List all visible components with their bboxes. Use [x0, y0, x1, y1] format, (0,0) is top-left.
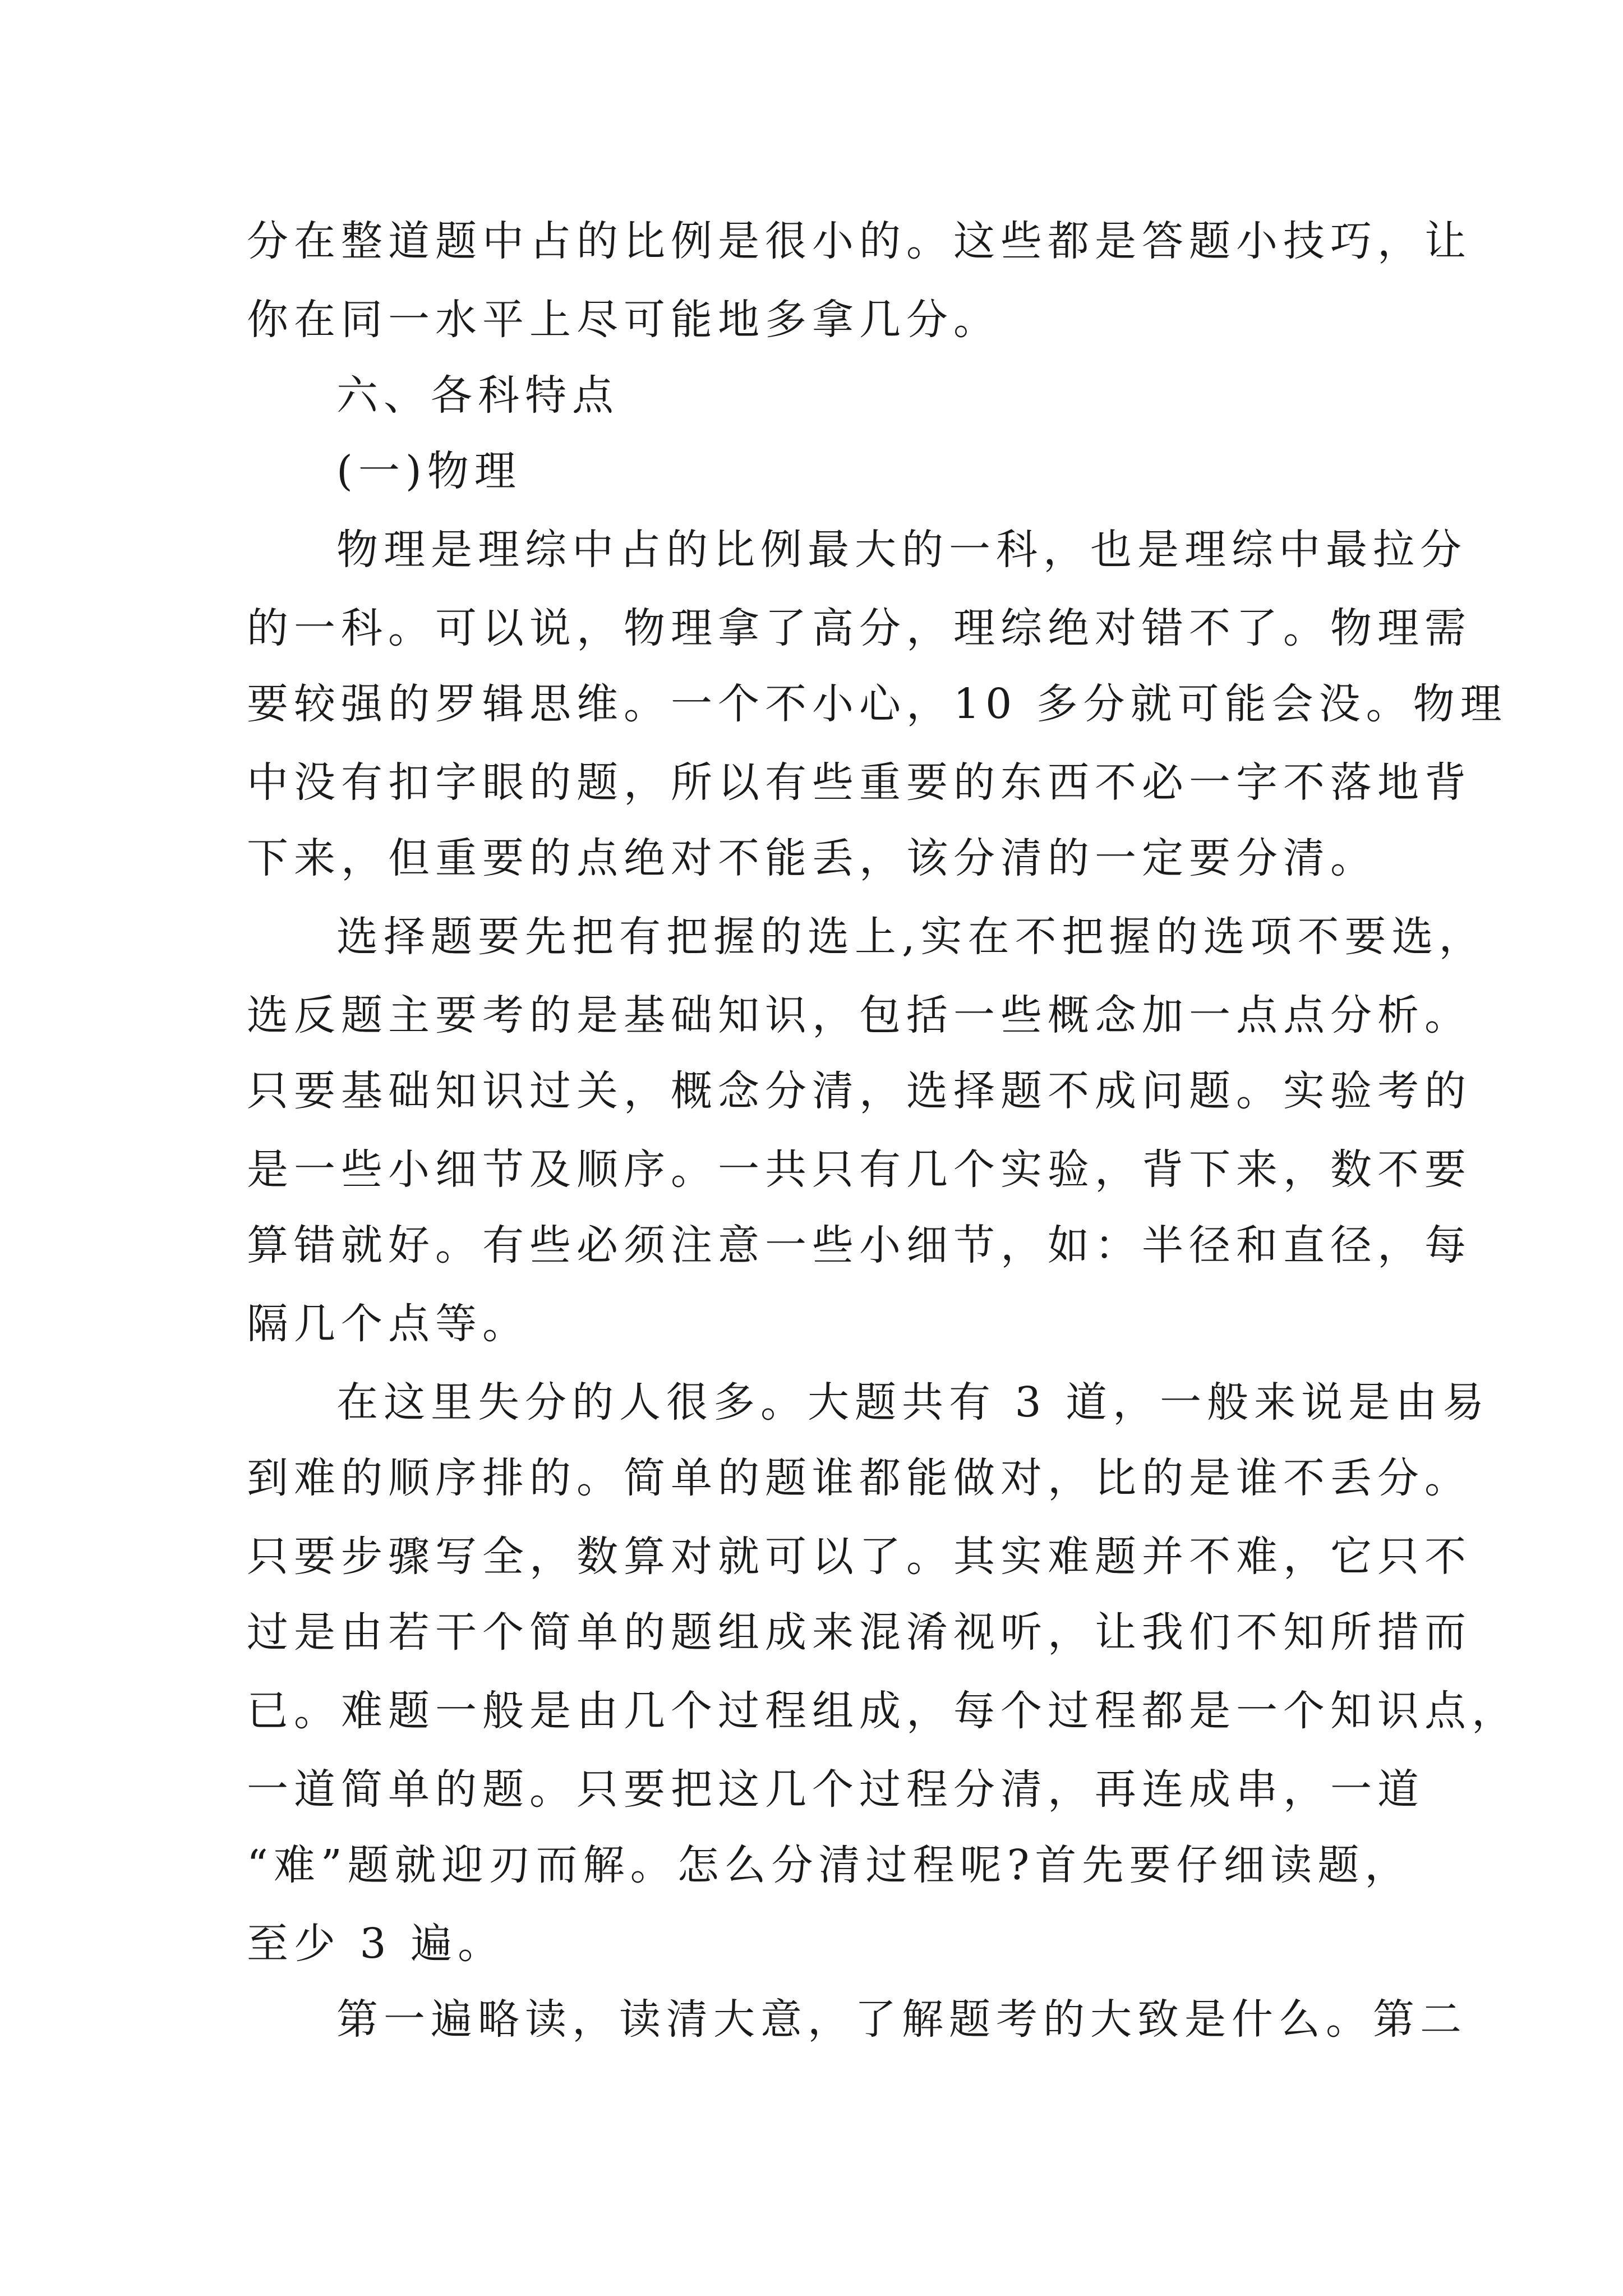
text-line: 选反题主要考的是基础知识，包括一些概念加一点点分析。 [247, 991, 1472, 1039]
text-line: 的一科。可以说，物理拿了高分，理综绝对错不了。物理需 [247, 604, 1472, 652]
text-line: 你在同一水平上尽可能地多拿几分。 [247, 296, 1000, 344]
text-line: 中没有扣字眼的题，所以有些重要的东西不必一字不落地背 [247, 758, 1472, 807]
section-heading: 六、各科特点 [336, 371, 619, 420]
text-line: 第一遍略读，读清大意，了解题考的大致是什么。第二 [336, 1995, 1467, 2044]
text-line: 在这里失分的人很多。大题共有 3 道，一般来说是由易 [336, 1378, 1490, 1427]
text-line: 是一些小细节及顺序。一共只有几个实验，背下来，数不要 [247, 1145, 1472, 1194]
text-line: 要较强的罗辑思维。一个不小心，10 多分就可能会没。物理 [247, 680, 1507, 728]
text-line: 选择题要先把有把握的选上,实在不把握的选项不要选， [336, 913, 1486, 961]
text-line: 分在整道题中占的比例是很小的。这些都是答题小技巧，让 [247, 217, 1472, 265]
text-line: 已。难题一般是由几个过程组成，每个过程都是一个知识点， [247, 1687, 1519, 1735]
text-line: 至少 3 遍。 [247, 1920, 505, 1968]
text-line: 过是由若干个简单的题组成来混淆视听，让我们不知所措而 [247, 1608, 1472, 1657]
text-line: “难”题就迎刃而解。怎么分清过程呢?首先要仔细读题， [247, 1841, 1412, 1889]
text-line: 一道简单的题。只要把这几个过程分清，再连成串，一道 [247, 1765, 1424, 1814]
text-line: 算错就好。有些必须注意一些小细节，如：半径和直径，每 [247, 1221, 1472, 1269]
text-line: 只要步骤写全，数算对就可以了。其实难题并不难，它只不 [247, 1533, 1472, 1581]
text-line: 物理是理综中占的比例最大的一科，也是理综中最拉分 [336, 526, 1467, 574]
subsection-heading: (一)物理 [336, 447, 522, 495]
text-line: 只要基础知识过关，概念分清，选择题不成问题。实验考的 [247, 1067, 1472, 1115]
text-line: 到难的顺序排的。简单的题谁都能做对，比的是谁不丢分。 [247, 1454, 1472, 1502]
text-line: 隔几个点等。 [247, 1300, 529, 1348]
text-line: 下来，但重要的点绝对不能丢，该分清的一定要分清。 [247, 834, 1377, 882]
